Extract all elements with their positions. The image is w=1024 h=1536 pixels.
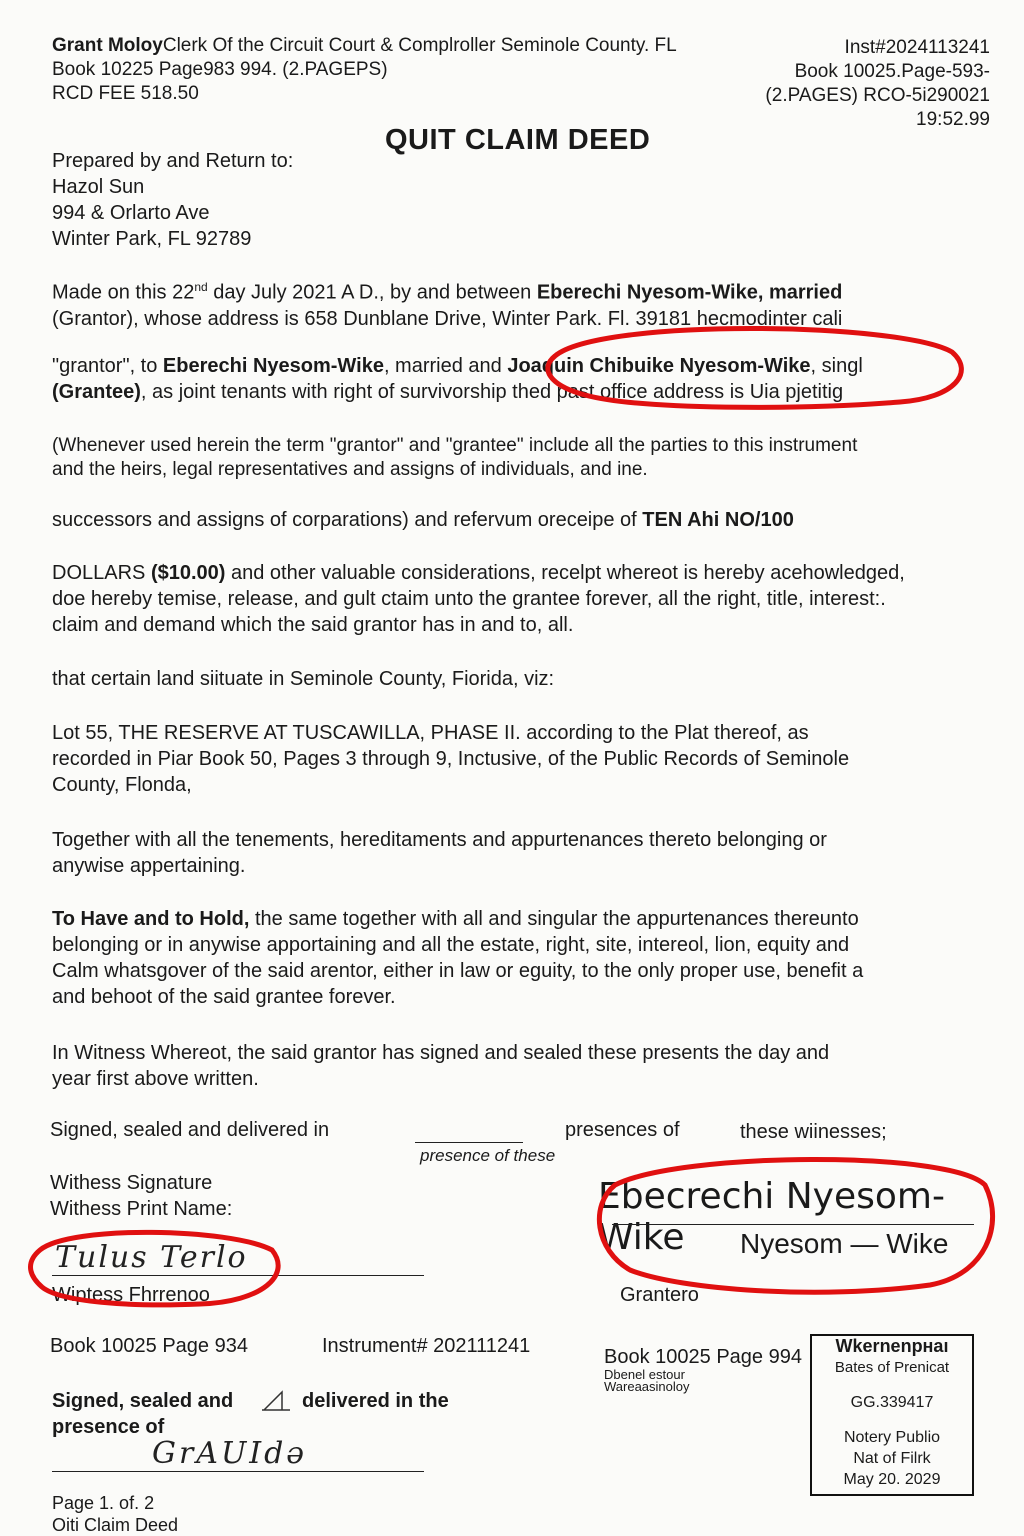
grantee-text-d: , as joint tenants with right of survivorship thed past office address is Uia pjetitig	[140, 381, 844, 403]
page-number: Page 1. of. 2	[52, 1493, 155, 1513]
book-right-small-1: Dbenel estour	[604, 1367, 685, 1382]
grantee-text-c: , singl	[810, 355, 863, 377]
habendum-line-4: and behoot of the said grantee forever.	[52, 986, 396, 1008]
grantor-signature-sub: Nyesom — Wike	[740, 1228, 949, 1259]
clerk-title: Clerk Of the Circuit Court & Complroller Seminole County. FL	[162, 35, 677, 56]
made-on-paragraph	[52, 274, 992, 332]
witness-handwritten-signature: Tulus Terlo	[55, 1240, 248, 1275]
witness-signature-line	[52, 1275, 424, 1276]
prepared-street: 994 & Orlarto Ave	[52, 202, 210, 224]
together-paragraph	[52, 827, 827, 879]
stamp-line-2: Bates of Prenicat	[834, 1359, 950, 1376]
made-on-text: Made on this 22	[52, 281, 195, 304]
lot-description	[52, 720, 1002, 798]
signed-bottom-a: Signed, sealed and	[52, 1390, 234, 1412]
clerk-header	[52, 34, 677, 106]
witness-line-1: In Witness Whereot, the said grantor has signed and sealed these presents the day and	[52, 1042, 830, 1064]
consideration-amount: ($10.00)	[150, 562, 226, 584]
ordinal-suffix: nd	[194, 280, 208, 294]
habendum-line-1: the same together with all and singular the appurtenances thereunto	[249, 908, 859, 930]
habendum-label: To Have and to Hold,	[52, 908, 250, 930]
consideration-amount-words: TEN Ahi NO/100	[642, 509, 794, 531]
notary-stamp	[810, 1334, 974, 1496]
whenever-line-2: and the heirs, legal representatives and assigns of individuals, and ine.	[52, 459, 648, 480]
bottom-signature-line	[52, 1471, 424, 1472]
book-page-left: Book 10025 Page 934	[50, 1335, 248, 1357]
recording-book-line: Book 10225 Page983 994. (2.PAGEPS)	[52, 59, 388, 80]
stamp-line-5: Nat of Filrk	[853, 1450, 931, 1467]
triangle-mark-icon	[260, 1388, 290, 1412]
land-paragraph: that certain land siituate in Seminole County, Fiorida, viz:	[52, 668, 555, 690]
made-on-text-2: day July 2021 A D., by and between	[207, 281, 537, 304]
grantee-1-name: Eberechi Nyesom-Wike	[162, 355, 384, 377]
stamp-expiry-date: May 20. 2029	[843, 1471, 941, 1488]
book-right-small-2: Wareaasinoloy	[604, 1379, 690, 1394]
instrument-number-bottom: Instrument# 202111241	[322, 1335, 531, 1357]
instrument-header	[765, 36, 990, 132]
whenever-line-1: (Whenever used herein the term "grantor" and "grantee" include all the parties to this instrument	[52, 435, 858, 456]
dollars-paragraph	[52, 560, 1002, 638]
prepared-name: Hazol Sun	[52, 176, 145, 198]
grantor-signature-name: Ebecrechi Nyesom-Wike	[598, 1176, 945, 1258]
habendum-paragraph	[52, 906, 1002, 1010]
grantor-label: Grantero	[620, 1284, 699, 1306]
grantor-signature-line	[612, 1224, 974, 1225]
prepared-city: Winter Park, FL 92789	[52, 228, 252, 250]
lot-line-2: recorded in Piar Book 50, Pages 3 through 9, Inctusive, of the Public Records of Seminole	[52, 748, 850, 770]
blank-line	[415, 1142, 523, 1143]
clerk-name: Grant Moloy	[52, 35, 163, 56]
instrument-book: Book 10025.Page-593-	[794, 61, 990, 82]
grantee-text-a: "grantor", to	[52, 355, 163, 377]
together-line-1: Together with all the tenements, hereditaments and appurtenances thereto belonging or	[52, 829, 827, 851]
grantee-paragraph	[52, 353, 992, 405]
bottom-handwritten-signature: GrAUIdə	[152, 1436, 308, 1471]
prepared-by-block	[52, 148, 293, 252]
witness-print-label: Withess Print Name:	[50, 1198, 233, 1220]
instrument-pages: (2.PAGES) RCO-5i290021	[765, 85, 990, 106]
stamp-commission-number: GG.339417	[850, 1394, 934, 1411]
prepared-label: Prepared by and Return to:	[52, 150, 294, 172]
dollars-text: and other valuable considerations, recelpt whereot is hereby acehowledged,	[225, 562, 905, 584]
document-title: QUIT CLAIM DEED	[385, 124, 651, 156]
grantee-text-b: , married and	[383, 355, 508, 377]
successors-text: successors and assigns of corparations) and refervum oreceipe of	[52, 509, 643, 531]
instrument-time: 19:52.99	[916, 109, 990, 130]
instrument-number: Inst#2024113241	[844, 37, 990, 58]
signed-bottom-b: delivered in the	[302, 1390, 449, 1412]
book-page-right: Book 10025 Page 994	[604, 1346, 802, 1368]
together-line-2: anywise appertaining.	[52, 855, 246, 877]
dollars-line-3: claim and demand which the said grantor has in and to, all.	[52, 614, 574, 636]
successors-paragraph	[52, 507, 794, 533]
witness-signature-label: Withess Signature	[50, 1172, 213, 1194]
lot-line-3: County, Flonda,	[52, 774, 192, 796]
grantee-2-name: Joaquin Chibuike Nyesom-Wike	[507, 355, 811, 377]
lot-line-1: Lot 55, THE RESERVE AT TUSCAWILLA, PHASE II. according to the Plat thereof, as	[52, 722, 809, 744]
presence-of-label: presence of	[52, 1416, 165, 1438]
dollars-line-2: doe hereby temise, release, and gult ctaim unto the grantee forever, all the right, title, interest:.	[52, 588, 886, 610]
footer-doc-name: Oiti Claim Deed	[52, 1515, 179, 1535]
grantee-label: (Grantee)	[52, 381, 141, 403]
witness-line-2: year first above written.	[52, 1068, 259, 1090]
presence-of-these-caption: presence of these	[420, 1146, 556, 1165]
whenever-paragraph	[52, 434, 992, 482]
habendum-line-3: Calm whatsgover of the said arentor, either in law or eguity, to the only proper use, benefit a	[52, 960, 864, 982]
page-footer	[52, 1492, 178, 1536]
witness-whereof-paragraph	[52, 1040, 829, 1092]
habendum-line-2: belonging or in anywise apportaining and all the estate, right, site, intereol, lion, equity and	[52, 934, 850, 956]
grantor-address: (Grantor), whose address is 658 Dunblane Drive, Winter Park. Fl. 39181 hecmodinter cali	[52, 307, 843, 330]
stamp-line-1: Wkernenpнaı	[835, 1336, 949, 1356]
presences-label: presences of	[565, 1119, 680, 1141]
these-witnesses-label: these wiinesses;	[740, 1121, 887, 1143]
recording-fee: RCD FEE 518.50	[52, 83, 199, 104]
grantor-name: Eberechi Nyesom-Wike, married	[536, 281, 843, 304]
signed-sealed-label: Signed, sealed and delivered in	[50, 1119, 330, 1141]
witness-label: Wiptess Fhrrenoo	[52, 1284, 210, 1306]
stamp-line-4: Notery Publio	[843, 1429, 941, 1446]
dollars-label: DOLLARS	[52, 562, 151, 584]
